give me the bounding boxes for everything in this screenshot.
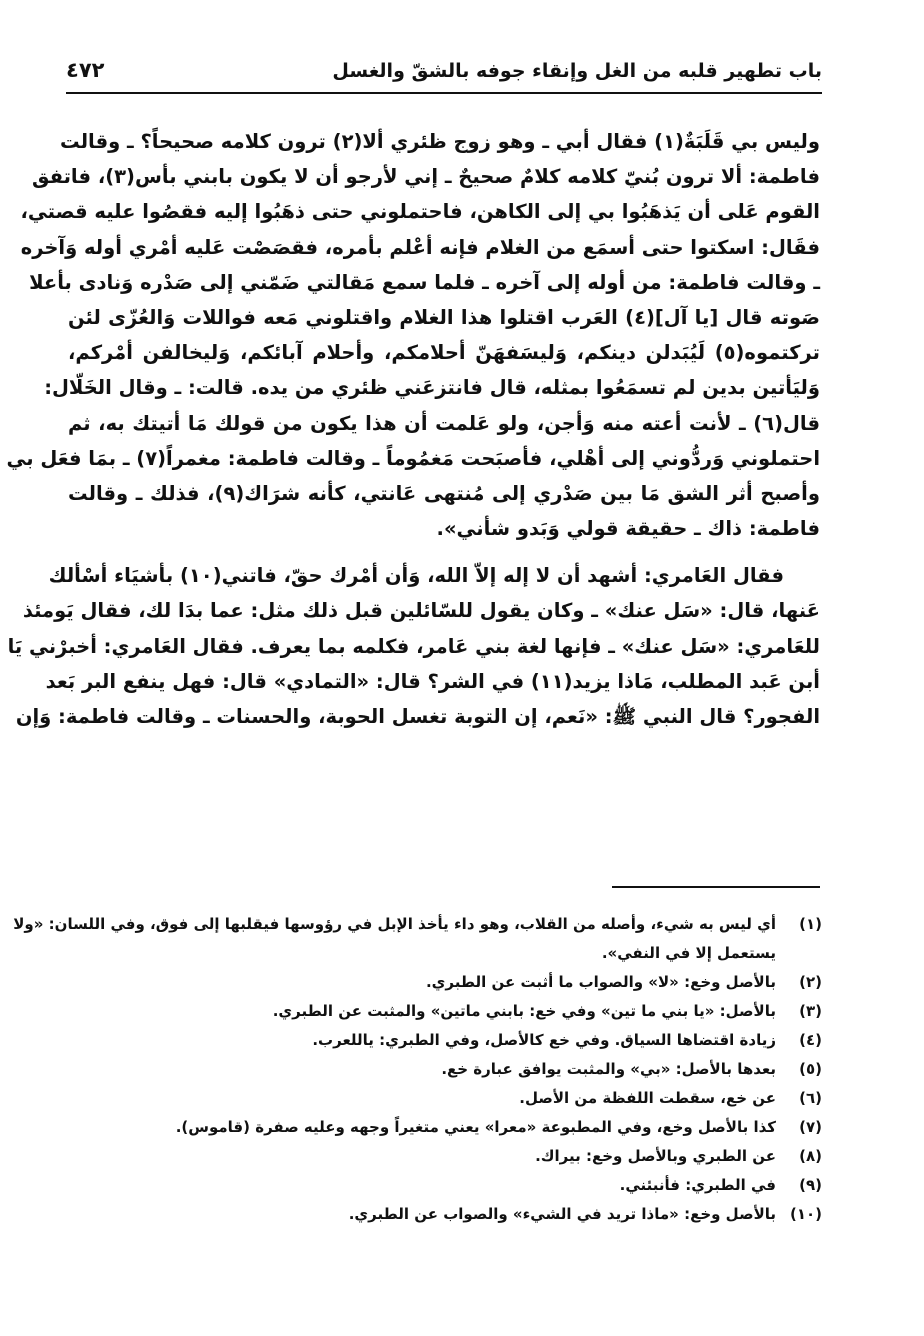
footnote-text: زيادة اقتضاها السياق. وفي خع كالأصل، وفي الطبري: ياللعرب. (312, 1031, 776, 1049)
footnote (68, 968, 822, 997)
footnote-text: عن الطبري وبالأصل وخع: بيراك. (535, 1147, 776, 1165)
footnote-number: (٣) (799, 1002, 822, 1020)
main-text (6, 124, 821, 734)
text-line: تركتموه(٥) لَيُبَدلن دينكم، وَليسَفهَنّ أحلامكم، وأحلام آبائكم، وَليخالفن أمْركم، (68, 341, 820, 365)
running-header (66, 58, 822, 94)
footnote-text: بعدها بالأصل: «بي» والمثبت يوافق عبارة خع. (441, 1060, 776, 1078)
text-line: عَنها، قال: «سَل عنك» ـ وكان يقول للسّائلين قبل ذلك مثل: عما بدَا لك، فقال يَومئذ (22, 599, 820, 623)
footnote-text: عن خع، سقطت اللفظة من الأصل. (519, 1089, 776, 1107)
footnote-text-continued: يستعمل إلا في النفي». (601, 944, 776, 962)
footnote (68, 997, 822, 1026)
text-line: وَليَأتين بدين لم تسمَعُوا بمثله، قال فانتزعَني ظئري من يده. قالت: ـ وقال الخَلّال: (44, 376, 820, 400)
footnote-number: (١٠) (789, 1205, 822, 1223)
footnote-number: (٤) (799, 1031, 822, 1049)
text-line: احتملوني وَردُّوني إلى أهْلي، فأصبَحت مَغمُوماً ـ وقالت فاطمة: مغمراً(٧) ـ بمَا فعَل بي (6, 446, 820, 470)
footnotes (13, 910, 822, 1229)
footnote (68, 1113, 822, 1142)
footnote (68, 1084, 822, 1113)
footnote (13, 910, 822, 968)
text-line: الفجور؟ قال النبي ﷺ: «نَعم، إن التوبة تغسل الحوبة، والحسنات ـ وقالت فاطمة: وَإن (15, 705, 820, 728)
text-line: فاطمة: ألا ترون بُنيّ كلامه كلامٌ صحيحٌ ـ إني لأرجو أن لا يكون بابني بأس(٣)، فاتفق (32, 165, 820, 189)
footnote-body (13, 910, 776, 968)
text-line: ـ وقالت فاطمة: من أوله إلى آخره ـ فلما سمع مَقالتي ضَمّني إلى صَدْره وَنادى بأعلا (29, 270, 820, 294)
footnote-text: بالأصل: «يا بني ما تين» وفي خع: بابني ماتين» والمثبت عن الطبري. (272, 1002, 776, 1020)
text-line: وأصبح أثر الشق مَا بين صَدْري إلى مُنتهى عَانتي، كأنه شرَاك(٩)، فذلك ـ وقالت (68, 481, 820, 505)
paragraph-gap (68, 546, 820, 558)
text-line: وليس بي قَلَبَةٌ(١) فقال أبي ـ وهو زوج ظئري ألا(٢) ترون كلامه صحيحاً؟ ـ وقالت (60, 130, 820, 153)
page-number: ٤٧٢ (66, 58, 105, 82)
chapter-title: باب تطهير قلبه من الغل وإنقاء جوفه بالشقّ والغسل (332, 60, 822, 82)
footnote-number: (٦) (799, 1089, 822, 1107)
footnote (68, 1026, 822, 1055)
footnote (68, 1142, 822, 1171)
text-line: فاطمة: ذاك ـ حقيقة قولي وَبَدو شأني». (436, 517, 820, 541)
text-line: فقال العَامري: أشهد أن لا إله إلاّ الله، وَأن أمْرك حقّ، فاتني(١٠) بأشيَاء أسْألك (48, 564, 784, 588)
footnote-number: (٥) (799, 1060, 822, 1078)
text-line: صَوته قال [يا آل](٤) العَرب اقتلوا هذا الغلام واقتلوني مَعه فواللات وَالعُزّى لئن (68, 305, 821, 329)
footnote-text: كذا بالأصل وخع، وفي المطبوعة «معرا» يعني متغيراً وجهه وعليه صفرة (قاموس). (175, 1118, 776, 1136)
footnote (68, 1200, 822, 1229)
footnote-text: بالأصل وخع: «ماذا تريد في الشيء» والصواب عن الطبري. (348, 1205, 776, 1223)
footnote-separator (612, 886, 820, 888)
footnote-number: (٧) (799, 1118, 822, 1136)
footnote-text: بالأصل وخع: «لا» والصواب ما أثبت عن الطبري. (425, 973, 776, 991)
footnote (68, 1171, 822, 1200)
footnote-number: (٢) (799, 973, 822, 991)
footnote-number: (٨) (799, 1147, 822, 1165)
text-line: قال(٦) ـ لأنت أعته منه وَأجن، ولو عَلمت أن هذا يكون من قولك مَا أتيتك به، ثم (68, 411, 820, 435)
text-line: فقَال: اسكتوا حتى أسمَع من الغلام فإنه أعْلم بأمره، فقصَصْت عَليه أمْري أوله وَآخره (20, 235, 820, 259)
text-line: أبن عَبد المطلب، مَاذا يزيد(١١) في الشر؟ قال: «التمادي» قال: فهل ينفع البر بَعد (45, 669, 820, 693)
footnote-number: (١) (799, 915, 822, 933)
footnote-text: أي ليس به شيء، وأصله من القلاب، وهو داء يأخذ الإبل في رؤوسها فيقلبها إلى فوق، وفي اللسان: «ولا (13, 915, 776, 933)
text-line: للعَامري: «سَل عنك» ـ فإنها لغة بني عَامر، فكلمه بما يعرف. فقال العَامري: أخبرْني يَا (7, 634, 820, 658)
footnote-text: في الطبري: فأنبئني. (619, 1176, 776, 1194)
footnote (68, 1055, 822, 1084)
text-line: القوم عَلى أن يَذهَبُوا بي إلى الكاهن، فاحتملوني حتى ذهَبُوا إليه فقصُوا عليه قصتي، (20, 200, 820, 224)
footnote-number: (٩) (799, 1176, 822, 1194)
